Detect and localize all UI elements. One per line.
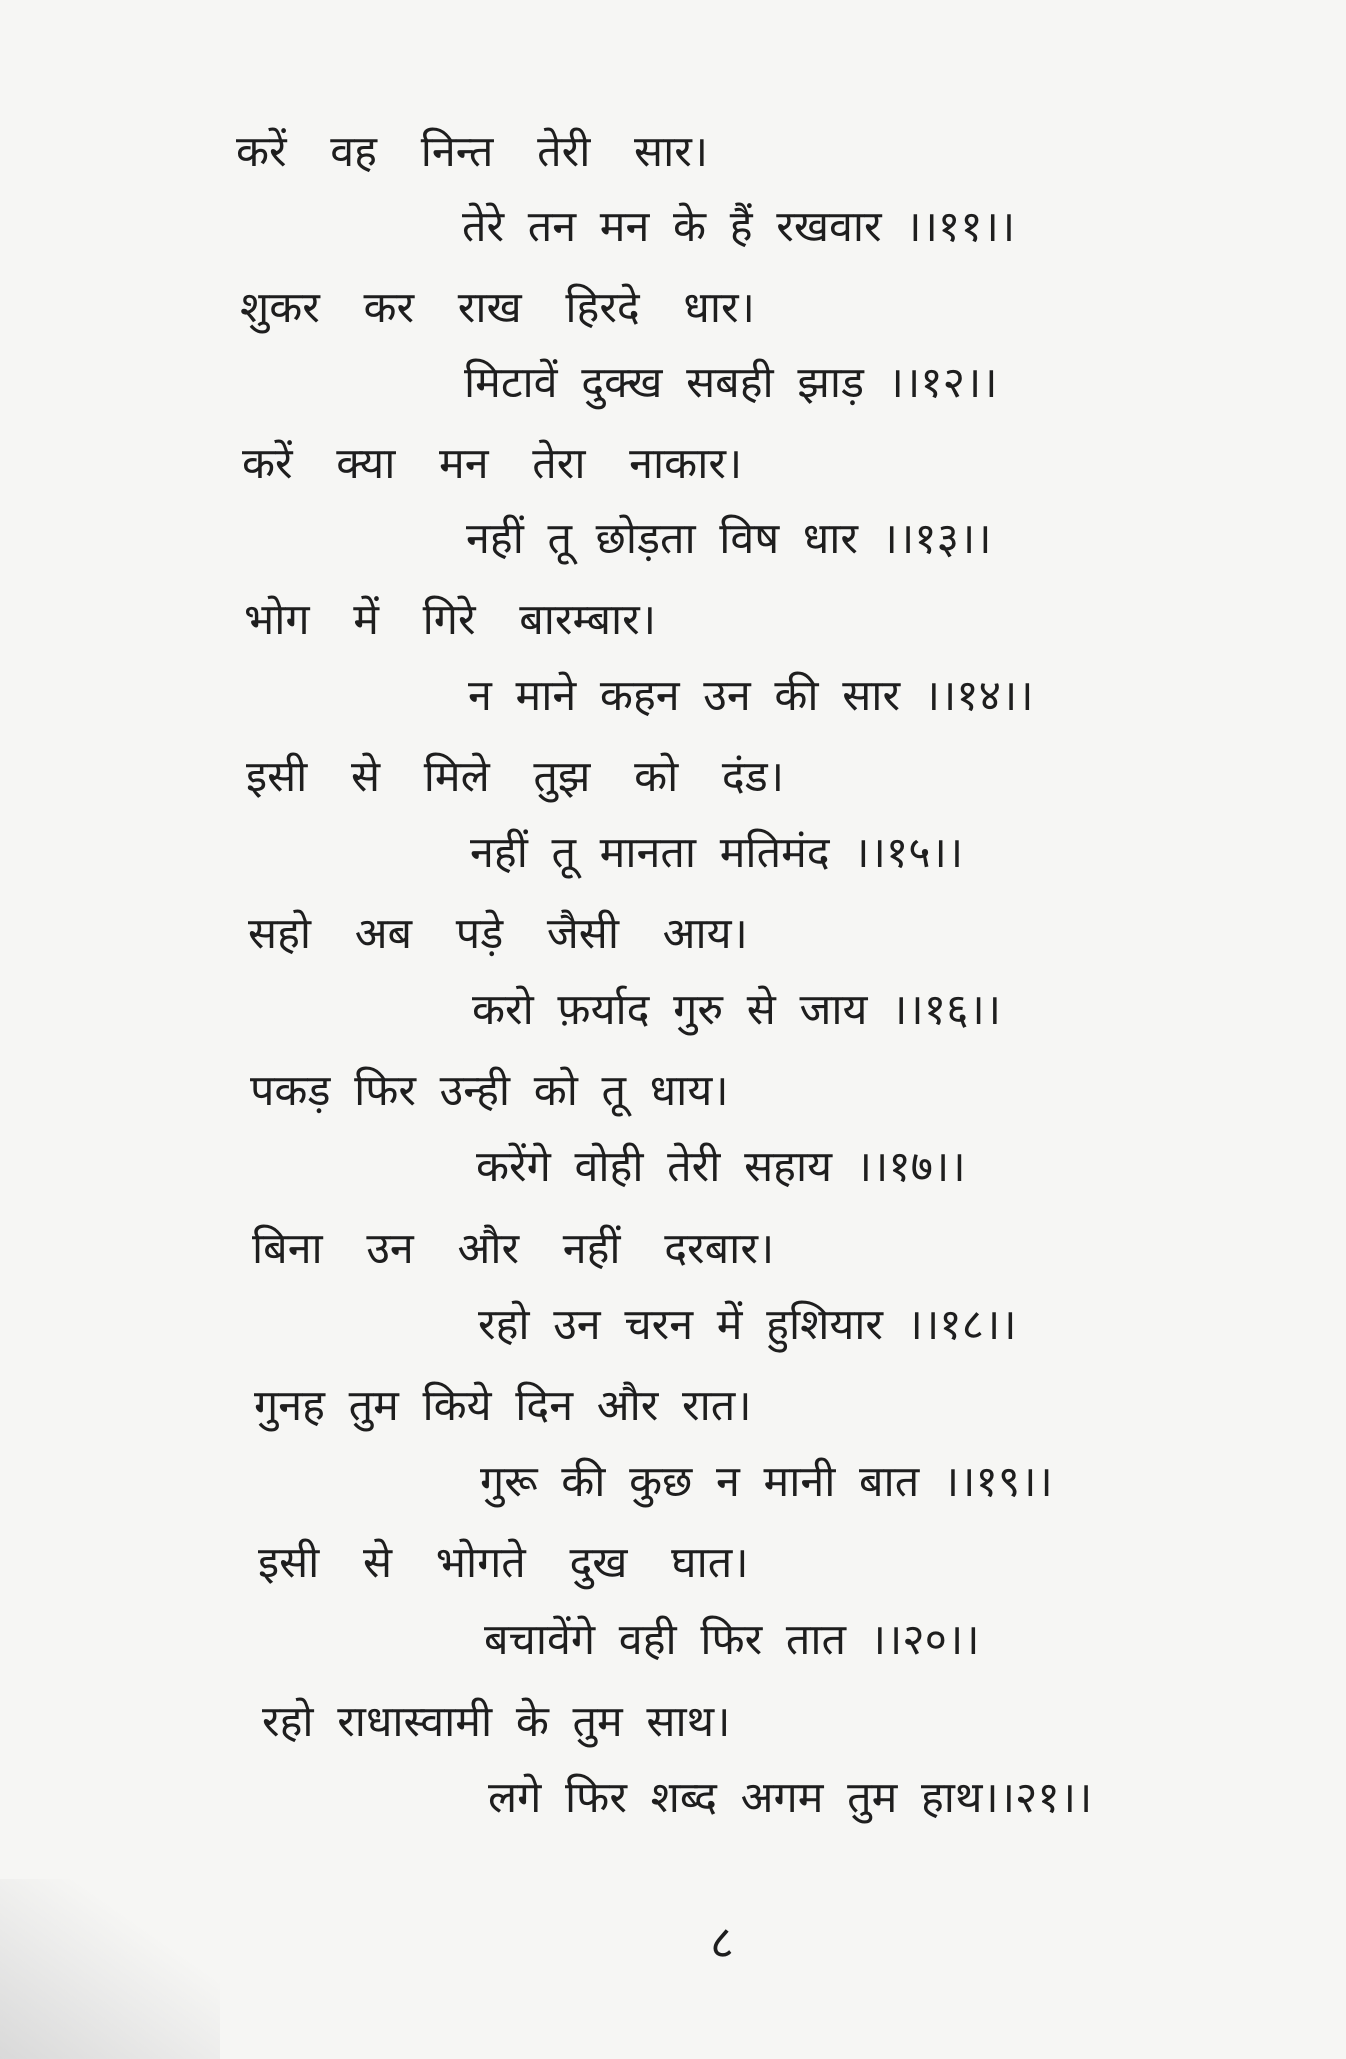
verse-12-line-1: शुकर कर राख हिरदे धार।: [240, 283, 755, 333]
verse-20-line-2: बचावेंगे वही फिर तात ।।२०।।: [484, 1615, 980, 1665]
verse-20-line-1: इसी से भोगते दुख घात।: [258, 1538, 749, 1588]
verse-19-line-1: गुनह तुम किये दिन और रात।: [254, 1381, 752, 1431]
verse-14-line-1: भोग में गिरे बारम्बार।: [244, 595, 657, 645]
verse-21-line-2: लगे फिर शब्द अगम तुम हाथ।।२१।।: [488, 1773, 1093, 1823]
verse-11-line-2: तेरे तन मन के हैं रखवार ।।११।।: [462, 202, 1016, 252]
verse-14-line-2: न माने कहन उन की सार ।।१४।।: [468, 671, 1034, 721]
verse-15-line-1: इसी से मिले तुझ को दंड।: [246, 752, 785, 802]
verse-11-line-1: करें वह निन्त तेरी सार।: [236, 127, 709, 177]
verse-12-line-2: मिटावें दुक्ख सबही झाड़ ।।१२।।: [464, 358, 998, 408]
verse-17-line-2: करेंगे वोही तेरी सहाय ।।१७।।: [476, 1142, 966, 1192]
verse-21-line-1: रहो राधास्वामी के तुम साथ।: [262, 1697, 731, 1747]
verse-15-line-2: नहीं तू मानता मतिमंद ।।१५।।: [470, 828, 964, 878]
verse-13-line-2: नहीं तू छोड़ता विष धार ।।१३।।: [466, 514, 992, 564]
verse-19-line-2: गुरू की कुछ न मानी बात ।।१९।।: [480, 1457, 1053, 1507]
page-number: ८: [710, 1915, 734, 1969]
verse-16-line-1: सहो अब पड़े जैसी आय।: [248, 909, 748, 959]
verse-13-line-1: करें क्या मन तेरा नाकार।: [242, 439, 743, 489]
verse-18-line-2: रहो उन चरन में हुशियार ।।१८।।: [478, 1300, 1017, 1350]
verse-18-line-1: बिना उन और नहीं दरबार।: [252, 1224, 775, 1274]
verse-16-line-2: करो फ़र्याद गुरु से जाय ।।१६।।: [472, 985, 1002, 1035]
verse-17-line-1: पकड़ फिर उन्ही को तू धाय।: [250, 1066, 729, 1116]
